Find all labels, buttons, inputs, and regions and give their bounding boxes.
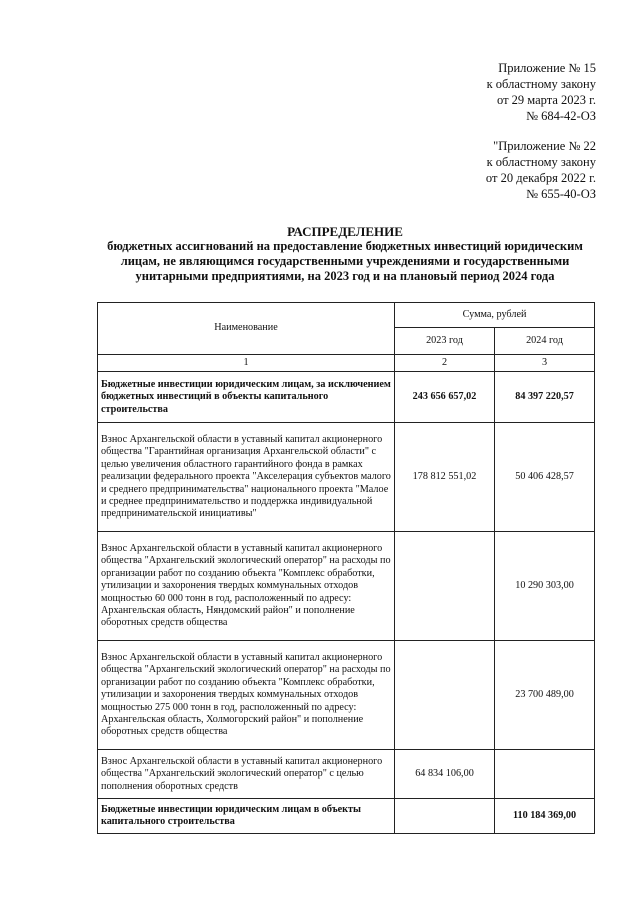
table-row [98, 641, 595, 750]
row-value-2023: 178 812 551,02 [395, 423, 495, 532]
title-subtitle: бюджетных ассигнований на предоставление бюджетных инвестиций юридическим [107, 239, 583, 253]
row-name: Взнос Архангельской области в уставный капитал акционерного общества "Архангельский экологический оператор" на расходы по организации работ по созданию объекта "Комплекс обработки, утилизации и захоронения твердых коммунальных отходов мощностью 60 000 тонн в год, расположенный по адресу: Архангельская область, Няндомский район" и пополнение оборотных средств общества [98, 532, 395, 641]
appendix-line: № 684-42-ОЗ [526, 109, 596, 123]
row-value-2023 [395, 641, 495, 750]
header-name: Наименование [98, 303, 395, 355]
column-number: 2 [395, 355, 495, 372]
table-row [98, 423, 595, 532]
row-value-2023: 64 834 106,00 [395, 750, 495, 799]
table-header-row [98, 303, 595, 328]
appendix-current [416, 60, 596, 124]
column-number-row [98, 355, 595, 372]
header-year-2024: 2024 год [495, 328, 595, 355]
table-row [98, 372, 595, 423]
row-name: Взнос Архангельской области в уставный капитал акционерного общества "Архангельский экологический оператор" с целью пополнения оборотных средств [98, 750, 395, 799]
title-subtitle: лицам, не являющимся государственными учреждениями и государственными [120, 254, 570, 268]
row-name: Взнос Архангельской области в уставный капитал акционерного общества "Гарантийная организация Архангельской области" с целью увеличения областного гарантийного фонда в рамках реализации федерального проекта "Акселерация субъектов малого и среднего предпринимательства" национального проекта "Малое и среднее предпринимательство и поддержка индивидуальной предпринимательской инициативы" [98, 423, 395, 532]
row-value-2024: 84 397 220,57 [495, 372, 595, 423]
table-row [98, 750, 595, 799]
row-value-2024: 10 290 303,00 [495, 532, 595, 641]
title-subtitle: унитарными предприятиями, на 2023 год и на плановый период 2024 года [135, 269, 555, 283]
appendix-line: к областному закону [486, 77, 596, 91]
column-number: 1 [98, 355, 395, 372]
appendix-line: от 20 декабря 2022 г. [485, 171, 596, 185]
appendix-line: к областному закону [486, 155, 596, 169]
row-value-2023 [395, 532, 495, 641]
header-year-2023: 2023 год [395, 328, 495, 355]
row-name: Бюджетные инвестиции юридическим лицам, за исключением бюджетных инвестиций в объекты капитального строительства [98, 372, 395, 423]
appendix-line: № 655-40-ОЗ [526, 187, 596, 201]
row-value-2023: 243 656 657,02 [395, 372, 495, 423]
row-value-2024: 50 406 428,57 [495, 423, 595, 532]
appendix-line: Приложение № 15 [498, 61, 596, 75]
appendix-original [416, 138, 596, 202]
column-number: 3 [495, 355, 595, 372]
document-title [80, 224, 610, 284]
table-row [98, 532, 595, 641]
title-heading: РАСПРЕДЕЛЕНИЕ [287, 224, 403, 239]
row-name: Бюджетные инвестиции юридическим лицам в объекты капитального строительства [98, 799, 395, 834]
allocation-table [97, 302, 595, 834]
appendix-line: "Приложение № 22 [493, 139, 596, 153]
row-value-2024 [495, 750, 595, 799]
header-sum: Сумма, рублей [395, 303, 595, 328]
appendix-line: от 29 марта 2023 г. [496, 93, 596, 107]
row-value-2024: 23 700 489,00 [495, 641, 595, 750]
row-name: Взнос Архангельской области в уставный капитал акционерного общества "Архангельский экологический оператор" на расходы по организации работ по созданию объекта "Комплекс обработки, утилизации и захоронения твердых коммунальных отходов мощностью 275 000 тонн в год, расположенный по адресу: Архангельская область, Холмогорский район" и пополнение оборотных средств общества [98, 641, 395, 750]
table-row [98, 799, 595, 834]
row-value-2024: 110 184 369,00 [495, 799, 595, 834]
row-value-2023 [395, 799, 495, 834]
